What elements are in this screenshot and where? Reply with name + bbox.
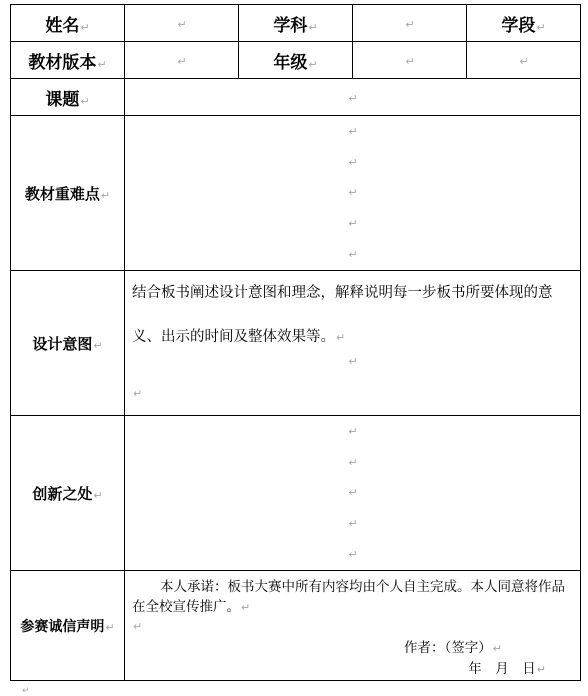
return-mark-icon: ↵ [177,18,187,31]
promise-text [125,571,580,618]
return-mark-icon: ↵ [348,455,358,469]
return-mark-icon: ↵ [308,20,318,34]
row-design [11,271,581,416]
design-label-cell [11,271,125,416]
return-mark-icon: ↵ [348,92,358,105]
keypoints-label: 教材重难点 [24,184,100,203]
return-mark-icon: ↵ [348,248,358,262]
design-label: 设计意图 [32,334,93,353]
return-mark-icon: ↵ [348,155,358,169]
return-mark-icon: ↵ [97,57,107,71]
edition-value-cell[interactable] [125,42,239,79]
row-topic [11,79,581,116]
return-mark-icon: ↵ [105,620,115,634]
return-mark-icon: ↵ [348,548,358,562]
return-mark-icon: ↵ [492,642,502,655]
name-value-cell[interactable] [125,5,239,42]
return-mark-icon: ↵ [519,55,529,68]
return-mark-icon: ↵ [348,186,358,200]
edition-label-cell [11,42,125,79]
return-mark-icon: ↵ [80,20,90,34]
return-mark-icon: ↵ [348,486,358,500]
row-keypoints [11,116,581,271]
return-mark-icon: ↵ [405,55,415,68]
keypoints-value-cell[interactable] [125,116,581,271]
design-text-body: 结合板书阐述设计意图和理念，解释说明每一步板书所要体现的意义、出示的时间及整体效果等。 [132,285,553,345]
stage-value-cell[interactable] [467,42,581,79]
row-integrity [11,571,581,681]
innovation-label: 创新之处 [32,484,93,503]
return-mark-icon: ↵ [93,338,103,352]
topic-value-cell[interactable] [125,79,581,116]
grade-label: 年级 [273,52,308,73]
name-label-cell [11,5,125,42]
stage-label-cell [467,5,581,42]
grade-value-cell[interactable] [353,42,467,79]
integrity-value-cell[interactable] [125,571,581,681]
return-mark-icon: ↵ [348,517,358,531]
return-mark-icon: ↵ [133,620,143,633]
return-mark-icon: ↵ [93,488,103,502]
trailing-return-mark-icon: ↵ [22,686,30,696]
return-mark-icon: ↵ [536,20,546,34]
edition-label: 教材版本 [28,52,97,73]
row-edition-grade [11,42,581,79]
topic-label-cell [11,79,125,116]
return-mark-icon: ↵ [308,57,318,71]
subject-label-cell [239,5,353,42]
return-mark-icon: ↵ [348,355,358,368]
return-mark-icon: ↵ [348,217,358,231]
row-innovation [11,416,581,571]
return-mark-icon: ↵ [405,18,415,31]
date-line [125,659,580,680]
stage-label: 学段 [501,15,536,36]
return-mark-icon: ↵ [348,124,358,138]
return-mark-icon: ↵ [133,387,143,400]
return-mark-icon: ↵ [100,188,111,202]
return-mark-icon: ↵ [348,424,358,438]
author-signature-line [125,638,580,659]
return-mark-icon: ↵ [536,663,546,676]
row-name-subject-stage [11,5,581,42]
author-label: 作者：（签字） [404,640,492,656]
design-value-cell[interactable] [125,271,581,416]
subject-value-cell[interactable] [353,5,467,42]
date-label: 年 月 日 [468,661,536,677]
grade-label-cell [239,42,353,79]
innovation-value-cell[interactable] [125,416,581,571]
keypoints-label-cell [11,116,125,271]
topic-label: 课题 [45,89,80,110]
integrity-label: 参赛诚信声明 [20,618,105,635]
return-mark-icon: ↵ [241,601,251,614]
integrity-label-cell [11,571,125,681]
entry-form-table [10,4,581,681]
name-label: 姓名 [45,15,80,36]
return-mark-icon: ↵ [177,55,187,68]
subject-label: 学科 [273,15,308,36]
return-mark-icon: ↵ [336,331,346,344]
design-text [125,271,580,360]
return-mark-icon: ↵ [80,94,90,108]
promise-text-body: 本人承诺：板书大赛中所有内容均由个人自主完成。本人同意将作品在全校宣传推广。 [132,579,565,615]
innovation-label-cell [11,416,125,571]
